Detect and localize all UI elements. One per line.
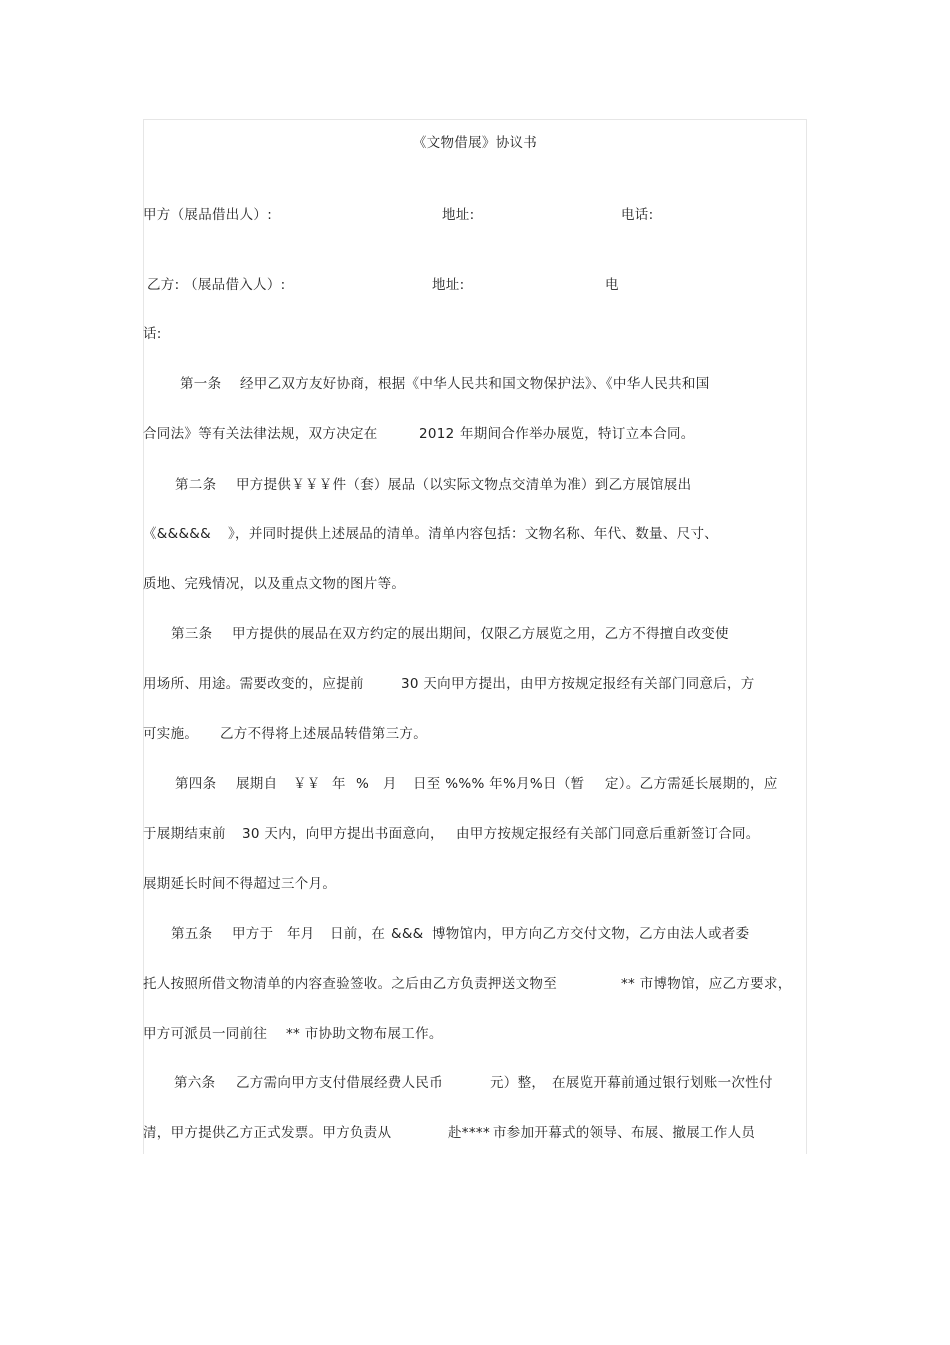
article-2-heading: 第二条 <box>175 477 217 493</box>
article-3-line: 甲方提供的展品在双方约定的展出期间，仅限乙方展览之用，乙方不得擅自改变使 <box>232 626 729 642</box>
article-4-text: 定）。乙方需延长展期的，应 <box>605 776 778 792</box>
article-4-text: 月 <box>383 776 397 792</box>
article-4-text: 年 <box>332 776 346 792</box>
article-1-line: 年期间合作举办展览，特订立本合同。 <box>460 426 695 442</box>
party-b-phone-label-part2: 话: <box>143 326 162 342</box>
article-4-text: 展期延长时间不得超过三个月。 <box>143 876 337 892</box>
article-1-line: 经甲乙双方友好协商，根据《中华人民共和国文物保护法》、《中华人民共和国 <box>240 376 710 392</box>
article-5-text: ** 市协助文物布展工作。 <box>286 1026 443 1042</box>
article-5-heading: 第五条 <box>171 926 213 942</box>
party-a-label: 甲方（展品借出人）: <box>143 207 273 223</box>
article-2-line: 》，并同时提供上述展品的清单。清单内容包括：文物名称、年代、数量、尺寸、 <box>228 526 719 542</box>
article-5-text: 博物馆内，甲方向乙方交付文物，乙方由法人或者委 <box>432 926 750 942</box>
article-3-line: 可实施。 <box>143 726 199 742</box>
article-4-text: 展期自 <box>236 776 278 792</box>
article-4-text: 日至 %%% 年%月%日（暂 <box>413 776 585 792</box>
party-b-phone-label-part1: 电 <box>605 277 619 293</box>
article-3-heading: 第三条 <box>171 626 213 642</box>
article-6-heading: 第六条 <box>174 1075 216 1091</box>
party-b-address-label: 地址: <box>432 277 465 293</box>
article-2-line: 质地、完残情况，以及重点文物的图片等。 <box>143 576 406 592</box>
article-5-text: ** 市博物馆，应乙方要求， <box>621 976 792 992</box>
article-3-line: 乙方不得将上述展品转借第三方。 <box>220 726 427 742</box>
article-6-text: 赴**** <box>448 1125 490 1141</box>
article-5-text: 甲方于 <box>232 926 274 942</box>
article-1-line: 合同法》等有关法律法规，双方决定在 <box>143 426 378 442</box>
article-3-line: 30 天向甲方提出，由甲方按规定报经有关部门同意后，方 <box>401 676 755 692</box>
article-5-text: 年月 <box>287 926 315 942</box>
document-title: 《文物借展》协议书 <box>412 135 538 151</box>
article-1-heading: 第一条 <box>180 376 222 392</box>
article-3-line: 用场所、用途。需要改变的，应提前 <box>143 676 364 692</box>
article-5-text: 日前，在 <box>330 926 386 942</box>
article-2-line: 甲方提供￥￥￥件（套）展品（以实际文物点交清单为准）到乙方展馆展出 <box>236 477 692 493</box>
article-2-line: 《&&&&& <box>143 526 211 542</box>
article-4-text: ￥￥ <box>293 776 321 792</box>
article-6-text: 市参加开幕式的领导、布展、撤展工作人员 <box>493 1125 756 1141</box>
article-4-text: 由甲方按规定报经有关部门同意后重新签订合同。 <box>456 826 760 842</box>
article-6-text: 清，甲方提供乙方正式发票。甲方负责从 <box>143 1125 392 1141</box>
article-1-year: 2012 <box>419 426 455 442</box>
article-6-text: 乙方需向甲方支付借展经费人民币 <box>236 1075 443 1091</box>
article-4-heading: 第四条 <box>175 776 217 792</box>
article-6-text: 在展览开幕前通过银行划账一次性付 <box>552 1075 773 1091</box>
article-4-text: 30 天内，向甲方提出书面意向， <box>242 826 444 842</box>
article-5-text: &&& <box>391 926 424 942</box>
article-6-text: 元）整， <box>490 1075 546 1091</box>
article-5-text: 托人按照所借文物清单的内容查验签收。之后由乙方负责押送文物至 <box>143 976 557 992</box>
article-4-text: % <box>356 776 370 792</box>
party-a-address-label: 地址: <box>442 207 475 223</box>
party-b-label: 乙方: （展品借入人）: <box>147 277 286 293</box>
party-a-phone-label: 电话: <box>621 207 654 223</box>
article-5-text: 甲方可派员一同前往 <box>143 1026 268 1042</box>
article-4-text: 于展期结束前 <box>143 826 226 842</box>
